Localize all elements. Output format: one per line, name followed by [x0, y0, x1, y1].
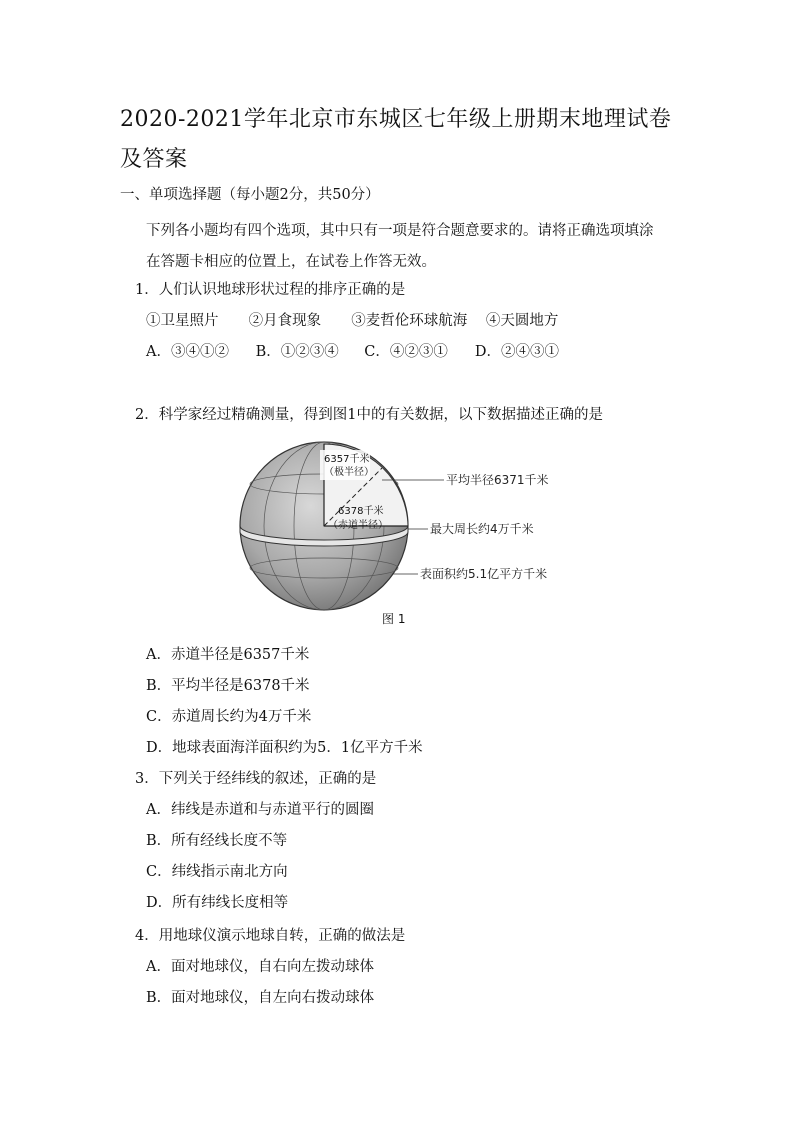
- earth-sphere-diagram: [232, 432, 572, 632]
- q4-option-b: B．面对地球仪，自左向右拨动球体: [146, 990, 375, 1006]
- section-heading: 一、单项选择题（每小题2分，共50分）: [120, 187, 380, 203]
- polar-value-label: 6357千米: [324, 454, 370, 465]
- q3-option-b: B．所有经线长度不等: [146, 833, 288, 849]
- q4-option-a: A．面对地球仪，自右向左拨动球体: [146, 959, 374, 975]
- equatorial-type-label: （赤道半径）: [328, 520, 388, 531]
- question-4-stem: 4．用地球仪演示地球自转，正确的做法是: [135, 928, 406, 944]
- q2-option-d: D．地球表面海洋面积约为5．1亿平方千米: [146, 740, 423, 756]
- q3-option-a: A．纬线是赤道和与赤道平行的圆圈: [146, 802, 374, 818]
- figure-caption: 图 1: [382, 612, 406, 626]
- earth-figure: [232, 432, 572, 632]
- q1-option-a: A．③④①②: [146, 344, 229, 360]
- exam-title: 2020-2021学年北京市东城区七年级上册期末地理试卷及答案: [120, 107, 672, 172]
- q1-option-c: C．④②③①: [364, 344, 448, 360]
- q1-item-3: ③麦哲伦环球航海: [351, 313, 468, 329]
- q3-option-c: C．纬线指示南北方向: [146, 864, 288, 880]
- q1-item-1: ①卫星照片: [146, 313, 219, 329]
- q1-option-d: D．②④③①: [474, 344, 559, 360]
- question-2-stem: 2．科学家经过精确测量，得到图1中的有关数据，以下数据描述正确的是: [135, 407, 603, 423]
- q1-item-4: ④天圆地方: [485, 313, 559, 329]
- q3-option-d: D．所有纬线长度相等: [146, 895, 289, 911]
- q2-option-b: B．平均半径是6378千米: [146, 678, 310, 694]
- callout-surface-area: 表面积约5.1亿平方千米: [420, 567, 548, 581]
- callout-mean-radius: 平均半径6371千米: [446, 473, 549, 487]
- q1-option-b: B．①②③④: [255, 344, 339, 360]
- equatorial-value-label: 6378千米: [338, 506, 384, 517]
- section-instructions: 下列各小题均有四个选项，其中只有一项是符合题意要求的。请将正确选项填涂在答题卡相应的位置上，在试卷上作答无效。: [146, 223, 654, 270]
- q2-option-c: C．赤道周长约为4万千米: [146, 709, 312, 725]
- polar-type-label: （极半径）: [324, 467, 374, 478]
- callout-circumference: 最大周长约4万千米: [430, 522, 534, 536]
- q1-item-2: ②月食现象: [248, 313, 322, 329]
- question-3-stem: 3．下列关于经纬线的叙述，正确的是: [135, 771, 377, 787]
- question-1-items: [146, 311, 558, 331]
- q2-option-a: A．赤道半径是6357千米: [146, 647, 310, 663]
- question-1-options: [146, 342, 559, 362]
- question-1-stem: 1．人们认识地球形状过程的排序正确的是: [135, 282, 406, 298]
